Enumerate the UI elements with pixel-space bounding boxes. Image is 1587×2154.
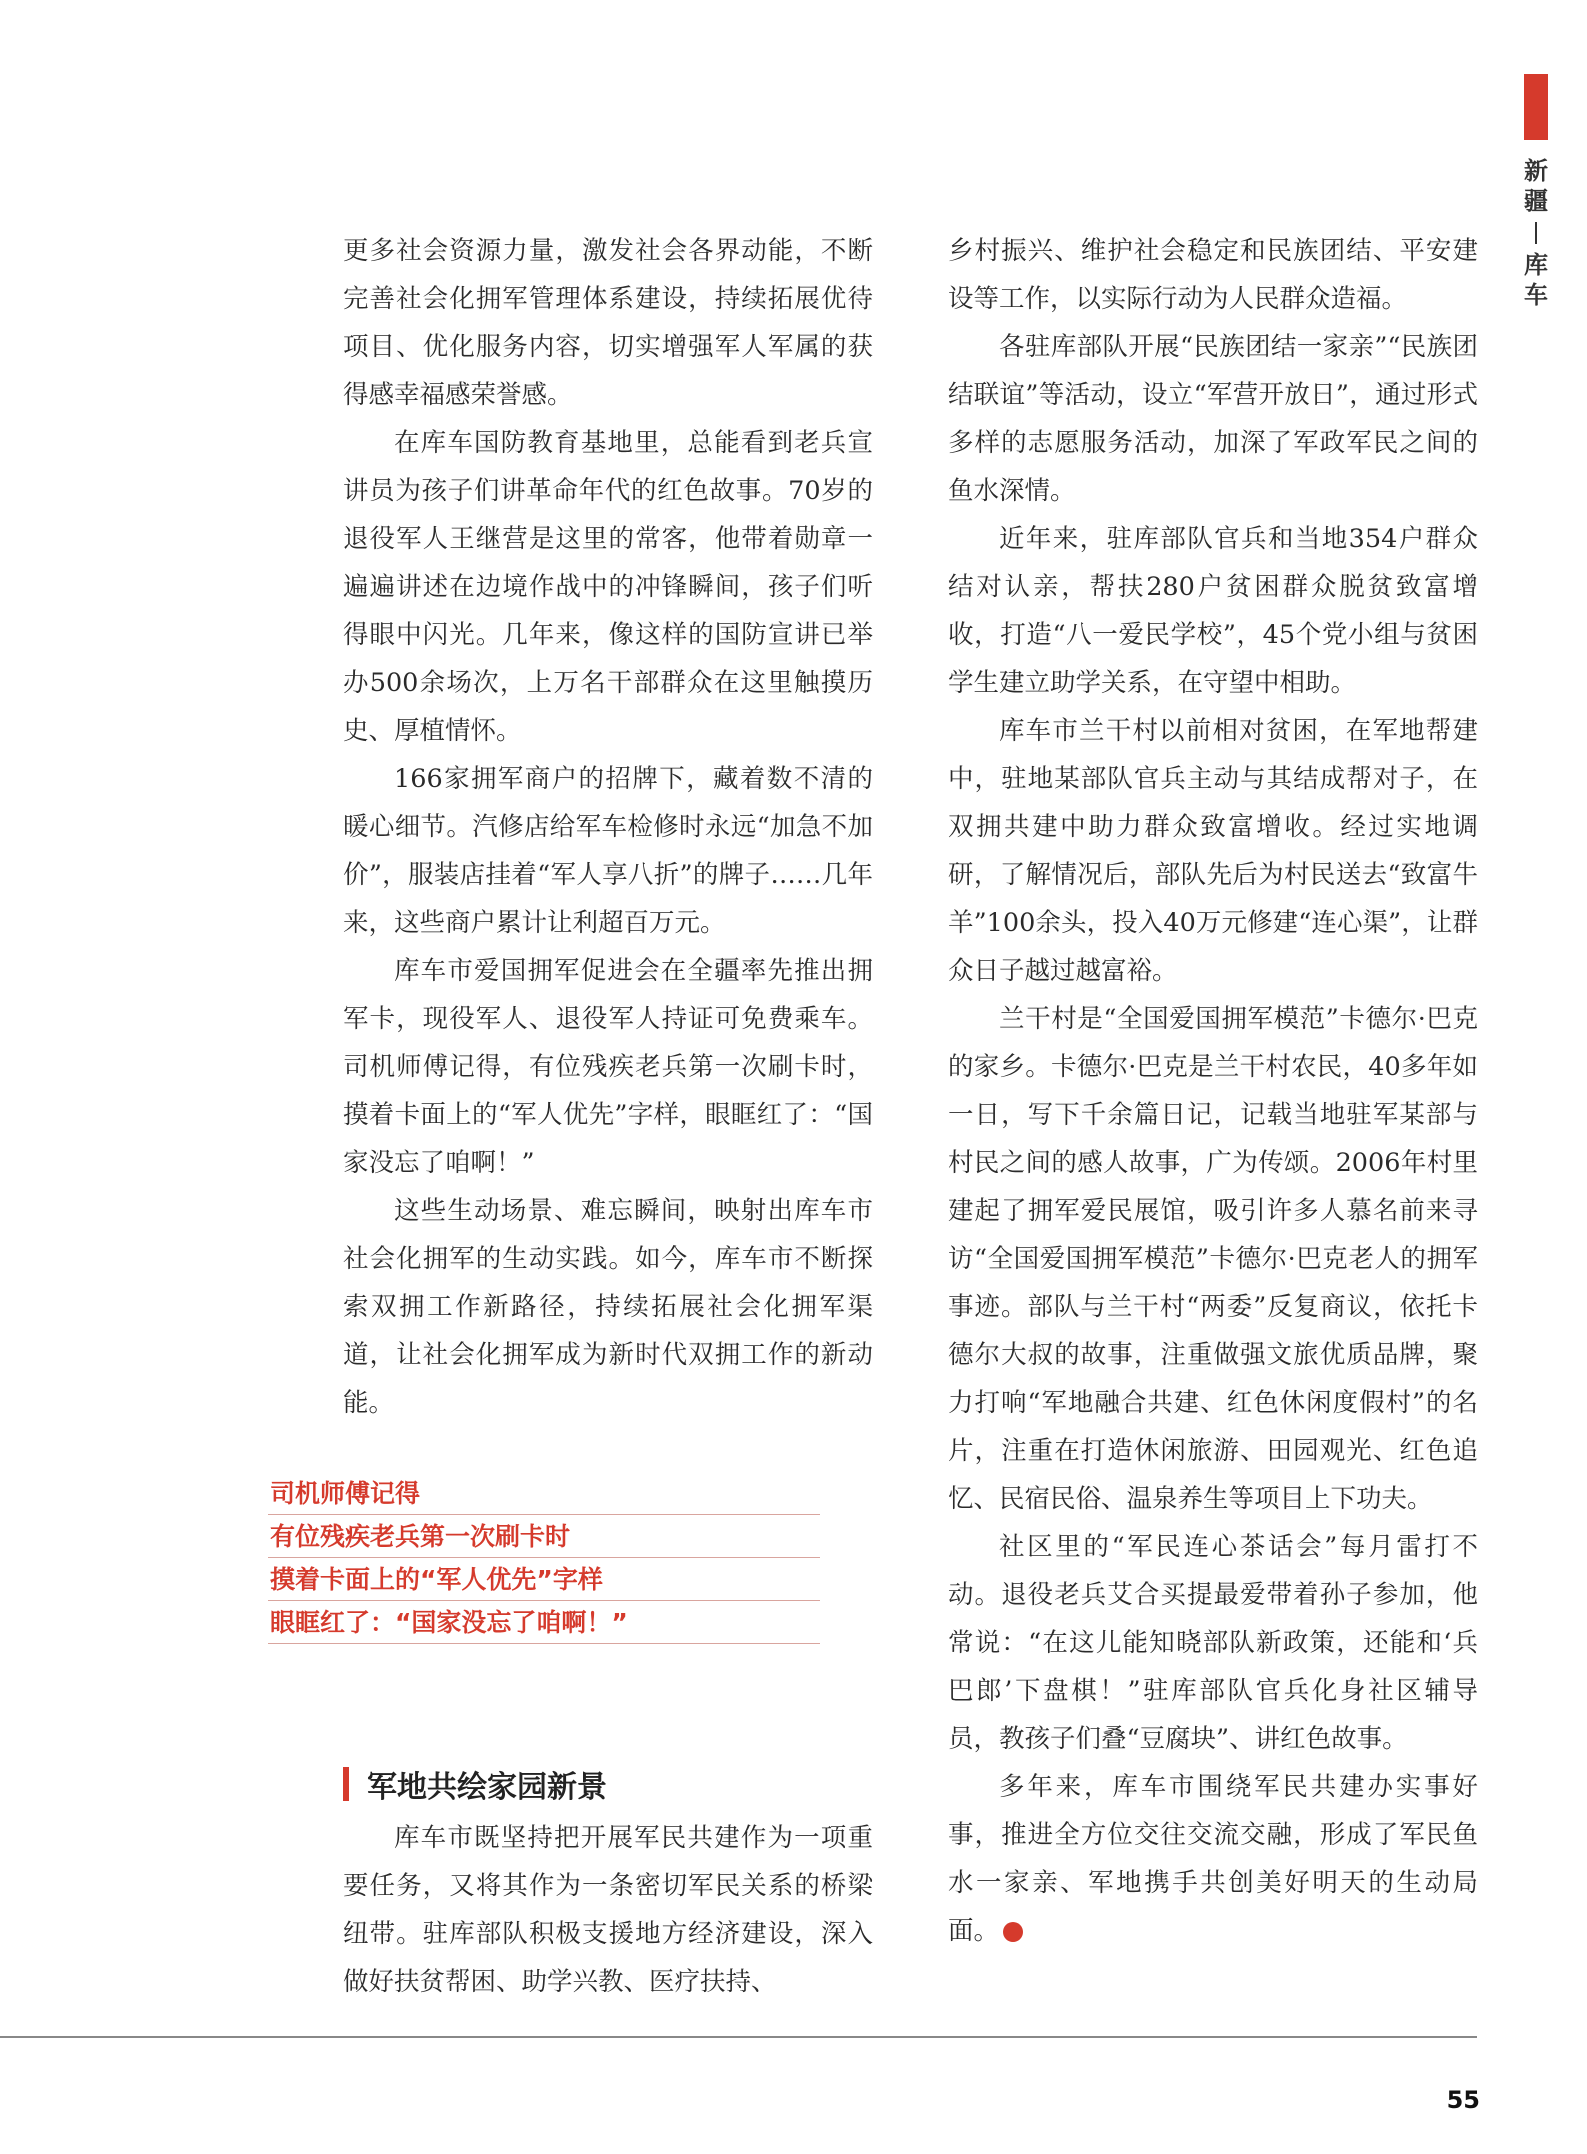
- paragraph-text: 多年来，库车市围绕军民共建办实事好事，推进全方位交往交流交融，形成了军民鱼水一家亲、军地携手共创美好明天的生动局面。: [948, 1772, 1478, 1946]
- article-column-left-top: [343, 227, 873, 1427]
- section-label-divider: [1535, 222, 1537, 244]
- section-color-tab: [1524, 74, 1548, 140]
- paragraph: 乡村振兴、维护社会稳定和民族团结、平安建设等工作，以实际行动为人民群众造福。: [948, 236, 1478, 314]
- paragraph: 各驻库部队开展“民族团结一家亲”“民族团结联谊”等活动，设立“军营开放日”，通过形式多样的志愿服务活动，加深了军政军民之间的鱼水深情。: [948, 332, 1478, 506]
- paragraph: 库车市既坚持把开展军民共建作为一项重要任务，又将其作为一条密切军民关系的桥梁纽带。驻库部队积极支援地方经济建设，深入做好扶贫帮困、助学兴教、医疗扶持、: [343, 1823, 873, 1997]
- end-mark-icon: N: [1003, 1922, 1023, 1942]
- pull-quote-line: 有位残疾老兵第一次刷卡时: [268, 1515, 820, 1558]
- section-heading-title: 军地共绘家园新景: [367, 1770, 607, 1805]
- paragraph: 库车市兰干村以前相对贫困，在军地帮建中，驻地某部队官兵主动与其结成帮对子，在双拥共建中助力群众致富增收。经过实地调研，了解情况后，部队先后为村民送去“致富牛羊”100余头，投入40万元修建“连心渠”，让群众日子越过越富裕。: [948, 716, 1478, 986]
- section-heading-bar: [343, 1767, 349, 1801]
- paragraph: 这些生动场景、难忘瞬间，映射出库车市社会化拥军的生动实践。如今，库车市不断探索双拥工作新路径，持续拓展社会化拥军渠道，让社会化拥军成为新时代双拥工作的新动能。: [343, 1196, 873, 1418]
- footer-rule: [0, 2036, 1477, 2038]
- pull-quote-line: 眼眶红了：“国家没忘了咱啊！”: [268, 1601, 820, 1644]
- paragraph: 近年来，驻库部队官兵和当地354户群众结对认亲，帮扶280户贫困群众脱贫致富增收，打造“八一爱民学校”，45个党小组与贫困学生建立助学关系，在守望中相助。: [948, 524, 1478, 698]
- pull-quote: [268, 1472, 820, 1644]
- pull-quote-line: 摸着卡面上的“军人优先”字样: [268, 1558, 820, 1601]
- article-column-right: [948, 227, 1478, 1955]
- paragraph: 166家拥军商户的招牌下，藏着数不清的暖心细节。汽修店给军车检修时永远“加急不加价”，服装店挂着“军人享八折”的牌子……几年来，这些商户累计让利超百万元。: [343, 764, 873, 938]
- paragraph: [948, 1763, 1478, 1955]
- section-label-city: 库车: [1524, 251, 1548, 309]
- page-number: 55: [1446, 2086, 1480, 2114]
- section-heading: [343, 1762, 607, 1806]
- section-label-region: 新疆: [1524, 157, 1548, 215]
- paragraph: 库车市爱国拥军促进会在全疆率先推出拥军卡，现役军人、退役军人持证可免费乘车。司机师傅记得，有位残疾老兵第一次刷卡时，摸着卡面上的“军人优先”字样，眼眶红了：“国家没忘了咱啊！”: [343, 956, 873, 1178]
- pull-quote-line: 司机师傅记得: [268, 1472, 820, 1515]
- section-label: [1524, 156, 1548, 310]
- paragraph: 社区里的“军民连心茶话会”每月雷打不动。退役老兵艾合买提最爱带着孙子参加，他常说：“在这儿能知晓部队新政策，还能和‘兵巴郎’下盘棋！”驻库部队官兵化身社区辅导员，教孩子们叠“豆腐块”、讲红色故事。: [948, 1532, 1478, 1754]
- article-column-left-bottom: [343, 1814, 873, 2006]
- paragraph: 兰干村是“全国爱国拥军模范”卡德尔·巴克的家乡。卡德尔·巴克是兰干村农民，40多年如一日，写下千余篇日记，记载当地驻军某部与村民之间的感人故事，广为传颂。2006年村里建起了拥军爱民展馆，吸引许多人慕名前来寻访“全国爱国拥军模范”卡德尔·巴克老人的拥军事迹。部队与兰干村“两委”反复商议，依托卡德尔大叔的故事，注重做强文旅优质品牌，聚力打响“军地融合共建、红色休闲度假村”的名片，注重在打造休闲旅游、田园观光、红色追忆、民宿民俗、温泉养生等项目上下功夫。: [948, 1004, 1478, 1514]
- paragraph: 更多社会资源力量，激发社会各界动能，不断完善社会化拥军管理体系建设，持续拓展优待项目、优化服务内容，切实增强军人军属的获得感幸福感荣誉感。: [343, 236, 873, 410]
- paragraph: 在库车国防教育基地里，总能看到老兵宣讲员为孩子们讲革命年代的红色故事。70岁的退役军人王继营是这里的常客，他带着勋章一遍遍讲述在边境作战中的冲锋瞬间，孩子们听得眼中闪光。几年来，像这样的国防宣讲已举办500余场次，上万名干部群众在这里触摸历史、厚植情怀。: [343, 428, 873, 746]
